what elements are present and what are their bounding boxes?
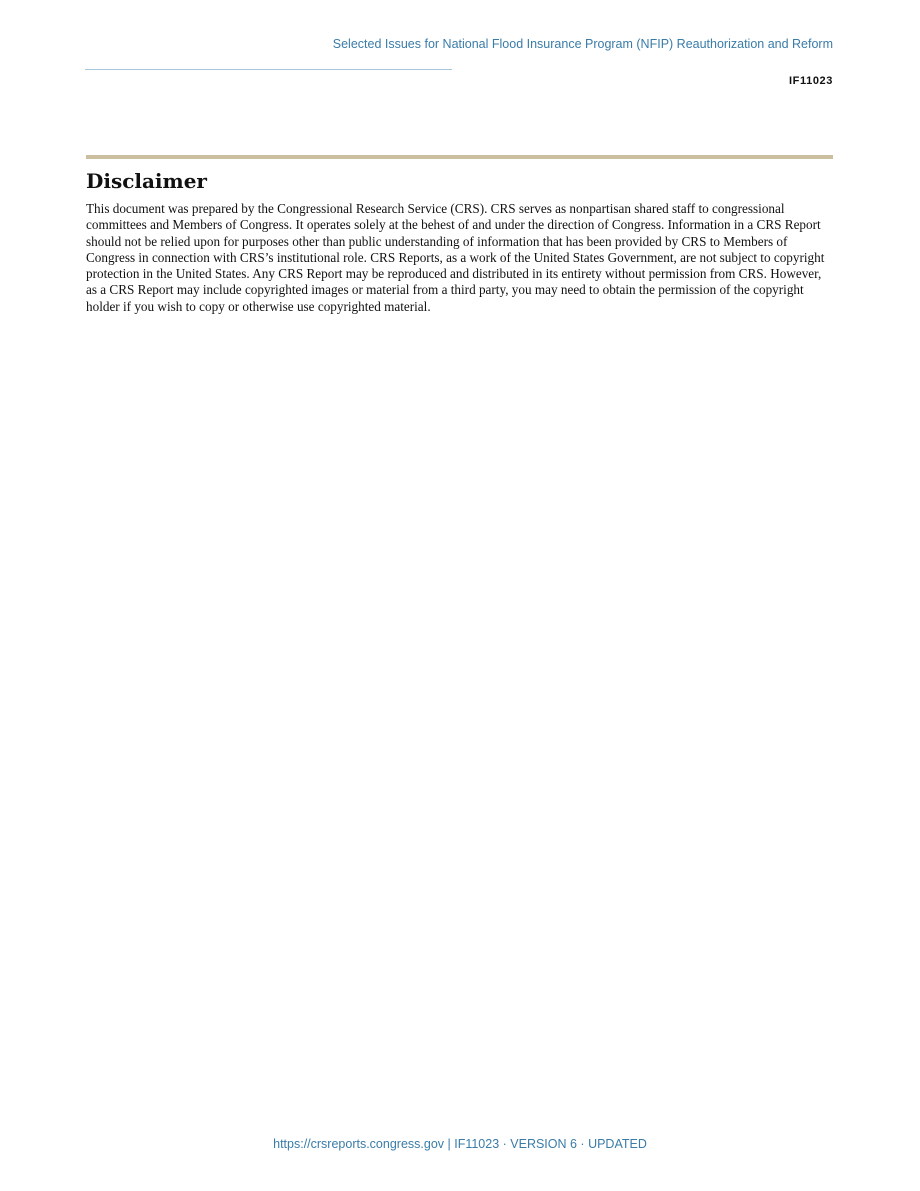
- report-id: IF11023: [789, 75, 833, 87]
- disclaimer-heading: Disclaimer: [86, 169, 207, 193]
- header-divider: [85, 69, 452, 70]
- page-footer[interactable]: https://crsreports.congress.gov | IF11023 · VERSION 6 · UPDATED: [273, 1137, 647, 1151]
- disclaimer-text: This document was prepared by the Congressional Research Service (CRS). CRS serves as nonpartisan shared staff to congressional committees and Members of Congress. It operates solely at the behest of and under the direction of Congress. Information in a CRS Report should not be relied upon for purposes other than public understanding of information that has been provided by CRS to Members of Congress in connection with CRS’s institutional role. CRS Reports, as a work of the United States Government, are not subject to copyright protection in the United States. Any CRS Report may be reproduced and distributed in its entirety without permission from CRS. However, as a CRS Report may include copyrighted images or material from a third party, you may need to obtain the permission of the copyright holder if you wish to copy or otherwise use copyrighted material.: [86, 201, 825, 314]
- running-header-title: Selected Issues for National Flood Insurance Program (NFIP) Reauthorization and Reform: [332, 37, 833, 51]
- disclaimer-divider: [86, 155, 833, 159]
